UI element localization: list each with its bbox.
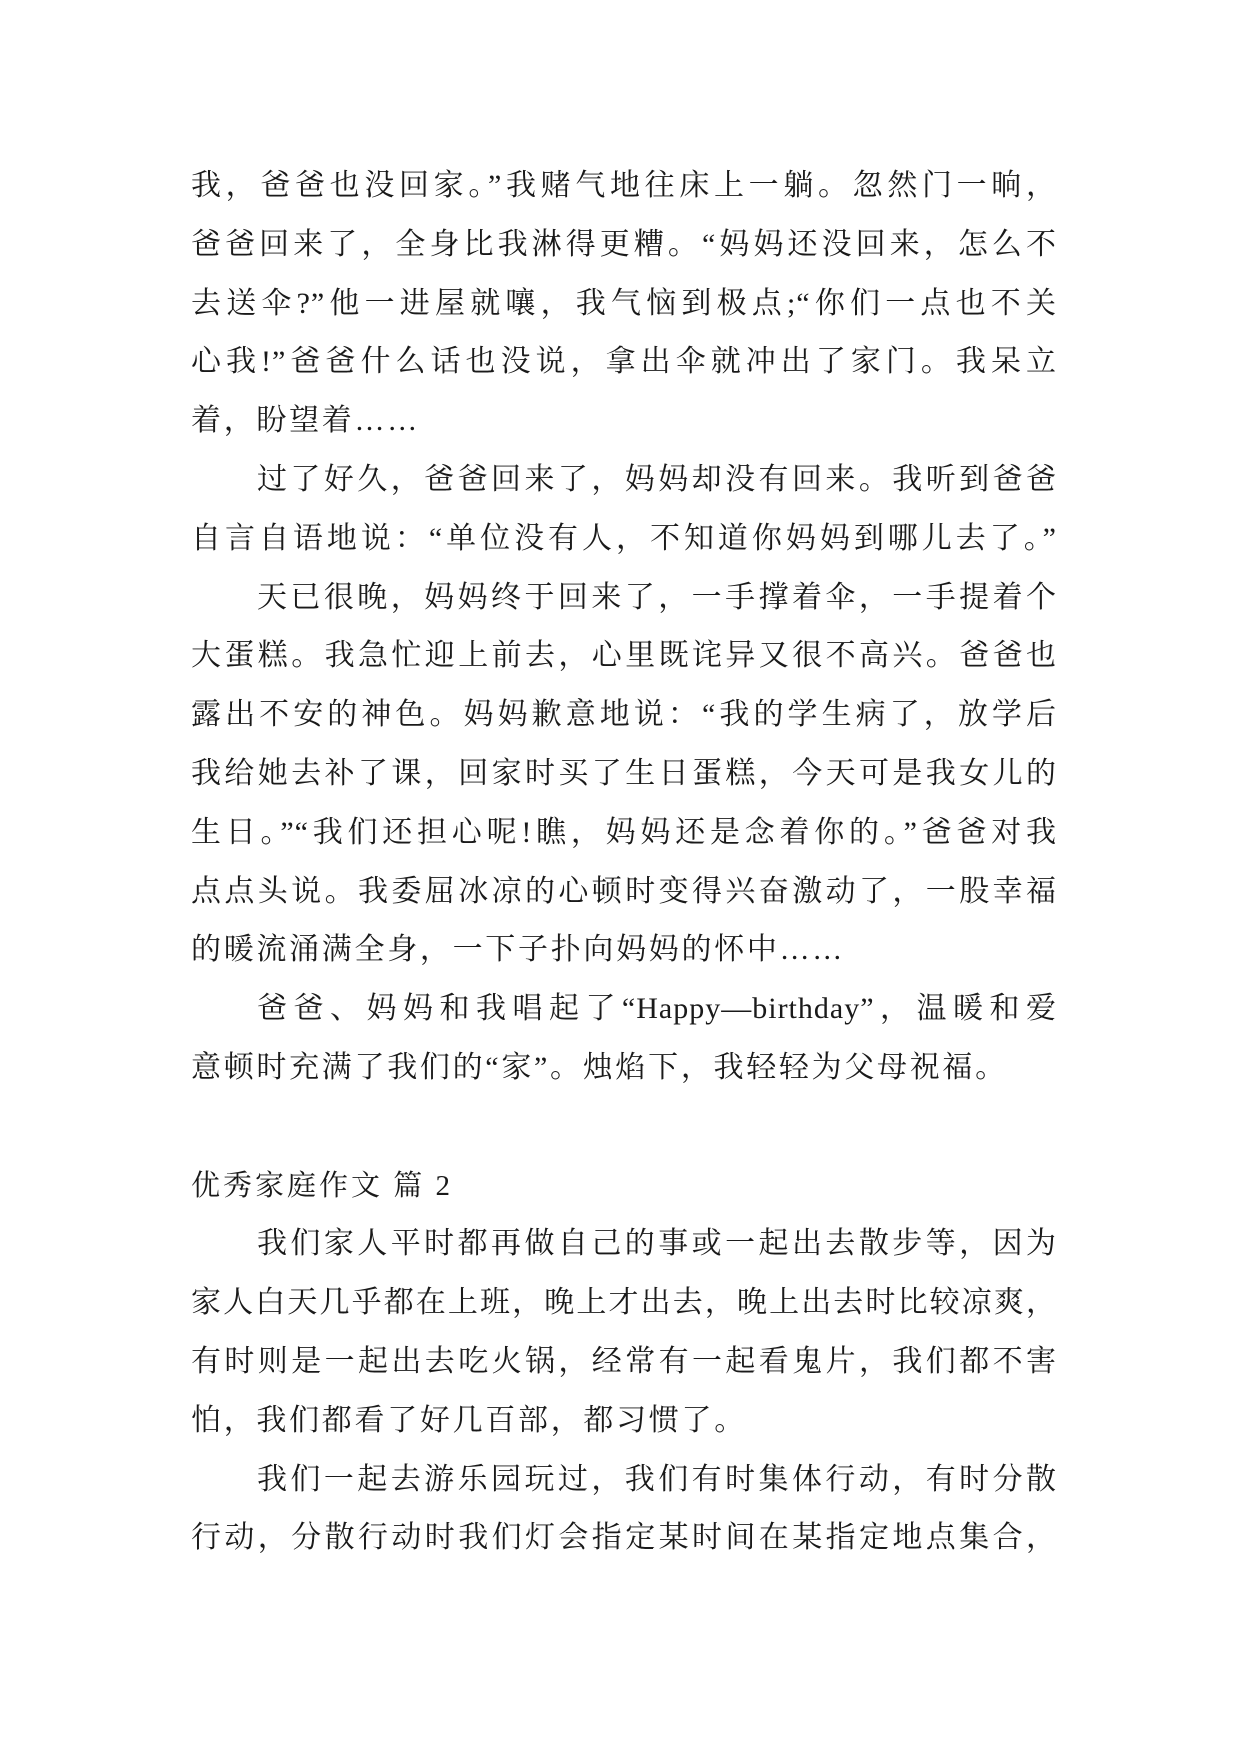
text-line: 生日。”“我们还担心呢!瞧，妈妈还是念着你的。”爸爸对我 xyxy=(191,815,1057,849)
text-line: 心我!”爸爸什么话也没说，拿出伞就冲出了家门。我呆立 xyxy=(191,345,1057,379)
text-line: 怕，我们都看了好几百部，都习惯了。 xyxy=(191,1403,747,1437)
text-line: 爸爸、妈妈和我唱起了“Happy—birthday”，温暖和爱 xyxy=(257,992,1057,1026)
text-line: 大蛋糕。我急忙迎上前去，心里既诧异又很不高兴。爸爸也 xyxy=(191,639,1057,673)
document-body xyxy=(191,157,1057,1568)
text-line: 的暖流涌满全身，一下子扑向妈妈的怀中…… xyxy=(191,933,845,967)
text-line: 爸爸回来了，全身比我淋得更糟。“妈妈还没回来，怎么不 xyxy=(191,227,1057,261)
paragraph xyxy=(191,980,1057,1098)
text-line: 意顿时充满了我们的“家”。烛焰下，我轻轻为父母祝福。 xyxy=(191,1050,1008,1084)
paragraph xyxy=(191,1215,1057,1450)
text-line: 点点头说。我委屈冰凉的心顿时变得兴奋激动了，一股幸福 xyxy=(191,874,1057,908)
text-line: 我们一起去游乐园玩过，我们有时集体行动，有时分散 xyxy=(257,1462,1057,1496)
essay-heading: 优秀家庭作文 篇 2 xyxy=(191,1169,454,1202)
text-line: 家人白天几乎都在上班，晚上才出去，晚上出去时比较凉爽， xyxy=(191,1286,1057,1320)
paragraph xyxy=(191,157,1057,451)
paragraph xyxy=(191,569,1057,981)
paragraph xyxy=(191,451,1057,569)
text-line: 过了好久，爸爸回来了，妈妈却没有回来。我听到爸爸 xyxy=(257,462,1057,496)
text-line: 露出不安的神色。妈妈歉意地说：“我的学生病了，放学后 xyxy=(191,698,1057,732)
text-line: 有时则是一起出去吃火锅，经常有一起看鬼片，我们都不害 xyxy=(191,1344,1057,1378)
paragraph xyxy=(191,1451,1057,1569)
text-line: 天已很晚，妈妈终于回来了，一手撑着伞，一手提着个 xyxy=(257,580,1057,614)
text-line: 自言自语地说：“单位没有人，不知道你妈妈到哪儿去了。” xyxy=(191,521,1057,555)
text-line: 去送伞?”他一进屋就嚷，我气恼到极点;“你们一点也不关 xyxy=(191,286,1057,320)
text-line: 着，盼望着…… xyxy=(191,404,420,438)
blank-line xyxy=(191,1098,1057,1157)
text-line: 我，爸爸也没回家。”我赌气地往床上一躺。忽然门一晌， xyxy=(191,169,1057,202)
text-line: 我给她去补了课，回家时买了生日蛋糕，今天可是我女儿的 xyxy=(191,756,1057,790)
text-line: 行动，分散行动时我们灯会指定某时间在某指定地点集合， xyxy=(191,1521,1057,1555)
text-line: 我们家人平时都再做自己的事或一起出去散步等，因为 xyxy=(257,1227,1057,1261)
